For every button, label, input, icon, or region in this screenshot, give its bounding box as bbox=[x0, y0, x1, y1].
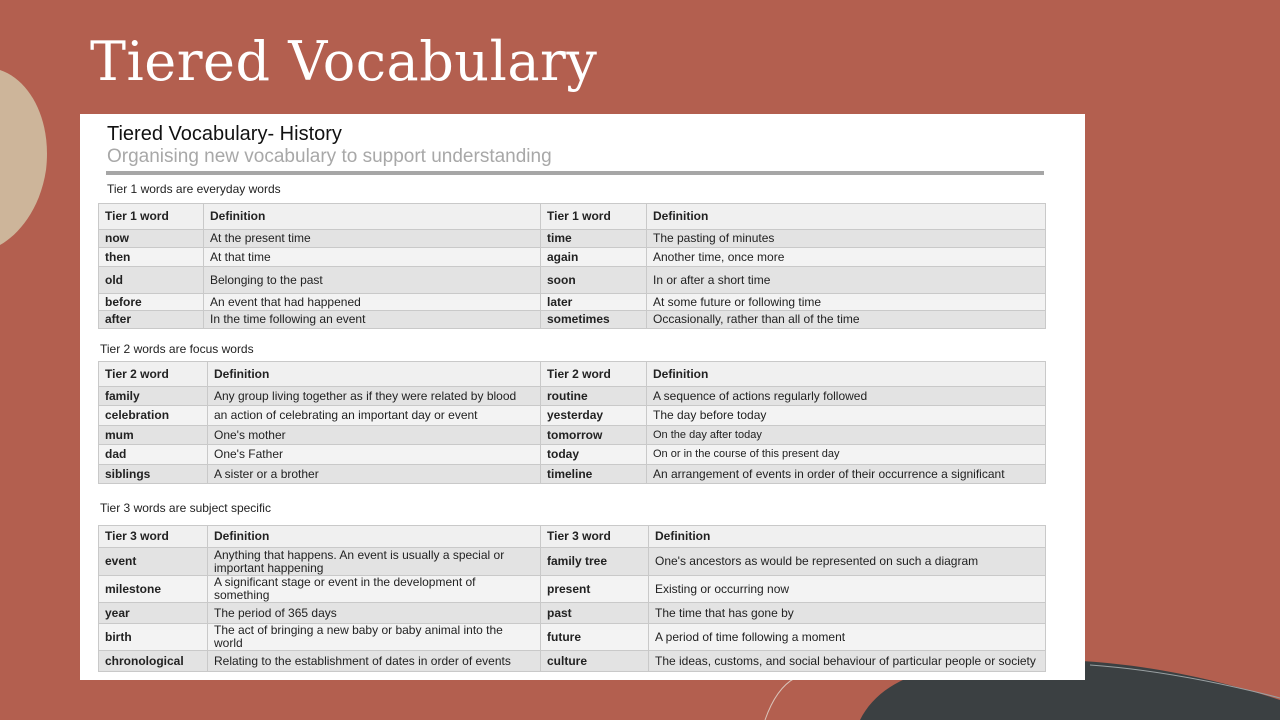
table-row bbox=[99, 267, 1046, 294]
column-header: Tier 1 word bbox=[99, 204, 204, 230]
vocab-definition: Another time, once more bbox=[647, 248, 1046, 267]
vocab-word: sometimes bbox=[541, 311, 647, 329]
vocab-word: birth bbox=[99, 624, 208, 651]
column-header: Definition bbox=[649, 526, 1046, 548]
vocab-definition: In or after a short time bbox=[647, 267, 1046, 294]
vocab-word: past bbox=[541, 603, 649, 624]
column-header: Tier 1 word bbox=[541, 204, 647, 230]
vocab-definition: Relating to the establishment of dates in order of events bbox=[208, 651, 541, 672]
table-row bbox=[99, 406, 1046, 426]
vocab-word: tomorrow bbox=[541, 426, 647, 445]
table-row bbox=[99, 651, 1046, 672]
vocab-word: mum bbox=[99, 426, 208, 445]
vocab-word: today bbox=[541, 445, 647, 465]
table-header-row bbox=[99, 362, 1046, 387]
column-header: Tier 2 word bbox=[541, 362, 647, 387]
vocab-definition: Belonging to the past bbox=[204, 267, 541, 294]
vocab-word: year bbox=[99, 603, 208, 624]
vocab-word: future bbox=[541, 624, 649, 651]
vocab-definition: An event that had happened bbox=[204, 294, 541, 311]
column-header: Definition bbox=[647, 204, 1046, 230]
column-header: Definition bbox=[647, 362, 1046, 387]
vocab-word: then bbox=[99, 248, 204, 267]
column-header: Tier 3 word bbox=[99, 526, 208, 548]
slide-title: Tiered Vocabulary bbox=[90, 30, 598, 93]
vocab-definition: On or in the course of this present day bbox=[647, 445, 1046, 465]
vocab-definition: Existing or occurring now bbox=[649, 576, 1046, 603]
vocabulary-document bbox=[80, 114, 1085, 680]
vocab-word: event bbox=[99, 548, 208, 576]
vocab-word: before bbox=[99, 294, 204, 311]
column-header: Definition bbox=[208, 362, 541, 387]
vocab-definition: The pasting of minutes bbox=[647, 230, 1046, 248]
vocab-word: soon bbox=[541, 267, 647, 294]
column-header: Definition bbox=[204, 204, 541, 230]
vocab-word: culture bbox=[541, 651, 649, 672]
tier1-table bbox=[98, 203, 1046, 329]
vocab-definition: At that time bbox=[204, 248, 541, 267]
table-row bbox=[99, 426, 1046, 445]
vocab-definition: One's mother bbox=[208, 426, 541, 445]
table-row bbox=[99, 387, 1046, 406]
vocab-definition: An arrangement of events in order of their occurrence a significant bbox=[647, 465, 1046, 484]
column-header: Definition bbox=[208, 526, 541, 548]
vocab-word: family bbox=[99, 387, 208, 406]
vocab-definition: One's Father bbox=[208, 445, 541, 465]
vocab-definition: A period of time following a moment bbox=[649, 624, 1046, 651]
column-header: Tier 2 word bbox=[99, 362, 208, 387]
vocab-definition: At some future or following time bbox=[647, 294, 1046, 311]
table-row bbox=[99, 230, 1046, 248]
column-header: Tier 3 word bbox=[541, 526, 649, 548]
tier3-caption: Tier 3 words are subject specific bbox=[100, 501, 271, 515]
vocab-word: milestone bbox=[99, 576, 208, 603]
vocab-word: time bbox=[541, 230, 647, 248]
vocab-word: old bbox=[99, 267, 204, 294]
vocab-word: now bbox=[99, 230, 204, 248]
document-subtitle: Organising new vocabulary to support understanding bbox=[107, 146, 552, 167]
vocab-word: dad bbox=[99, 445, 208, 465]
vocab-definition: A sequence of actions regularly followed bbox=[647, 387, 1046, 406]
vocab-definition: One's ancestors as would be represented on such a diagram bbox=[649, 548, 1046, 576]
vocab-word: celebration bbox=[99, 406, 208, 426]
vocab-definition: At the present time bbox=[204, 230, 541, 248]
vocab-definition: The time that has gone by bbox=[649, 603, 1046, 624]
title-divider bbox=[106, 171, 1044, 175]
vocab-definition: The ideas, customs, and social behaviour of particular people or society bbox=[649, 651, 1046, 672]
vocab-definition: A sister or a brother bbox=[208, 465, 541, 484]
vocab-definition: Anything that happens. An event is usually a special or important happening bbox=[208, 548, 541, 576]
decorative-blob-left bbox=[0, 60, 60, 260]
table-row bbox=[99, 248, 1046, 267]
tier1-caption: Tier 1 words are everyday words bbox=[107, 182, 281, 196]
vocab-definition: Occasionally, rather than all of the time bbox=[647, 311, 1046, 329]
vocab-word: family tree bbox=[541, 548, 649, 576]
vocab-definition: The act of bringing a new baby or baby animal into the world bbox=[208, 624, 541, 651]
vocab-word: present bbox=[541, 576, 649, 603]
vocab-word: after bbox=[99, 311, 204, 329]
vocab-word: chronological bbox=[99, 651, 208, 672]
vocab-definition: Any group living together as if they were related by blood bbox=[208, 387, 541, 406]
table-row bbox=[99, 311, 1046, 329]
vocab-definition: The period of 365 days bbox=[208, 603, 541, 624]
tier2-caption: Tier 2 words are focus words bbox=[100, 342, 254, 356]
vocab-word: yesterday bbox=[541, 406, 647, 426]
vocab-word: routine bbox=[541, 387, 647, 406]
tier3-table bbox=[98, 525, 1046, 672]
vocab-definition: In the time following an event bbox=[204, 311, 541, 329]
vocab-word: siblings bbox=[99, 465, 208, 484]
table-row bbox=[99, 576, 1046, 603]
document-title: Tiered Vocabulary- History bbox=[107, 123, 342, 145]
table-row bbox=[99, 548, 1046, 576]
vocab-definition: On the day after today bbox=[647, 426, 1046, 445]
table-header-row bbox=[99, 526, 1046, 548]
table-row bbox=[99, 465, 1046, 484]
table-row bbox=[99, 603, 1046, 624]
vocab-word: again bbox=[541, 248, 647, 267]
tier2-table bbox=[98, 361, 1046, 484]
table-row bbox=[99, 624, 1046, 651]
table-row bbox=[99, 294, 1046, 311]
vocab-definition: an action of celebrating an important day or event bbox=[208, 406, 541, 426]
vocab-word: later bbox=[541, 294, 647, 311]
table-row bbox=[99, 445, 1046, 465]
table-header-row bbox=[99, 204, 1046, 230]
vocab-word: timeline bbox=[541, 465, 647, 484]
vocab-definition: The day before today bbox=[647, 406, 1046, 426]
vocab-definition: A significant stage or event in the development of something bbox=[208, 576, 541, 603]
